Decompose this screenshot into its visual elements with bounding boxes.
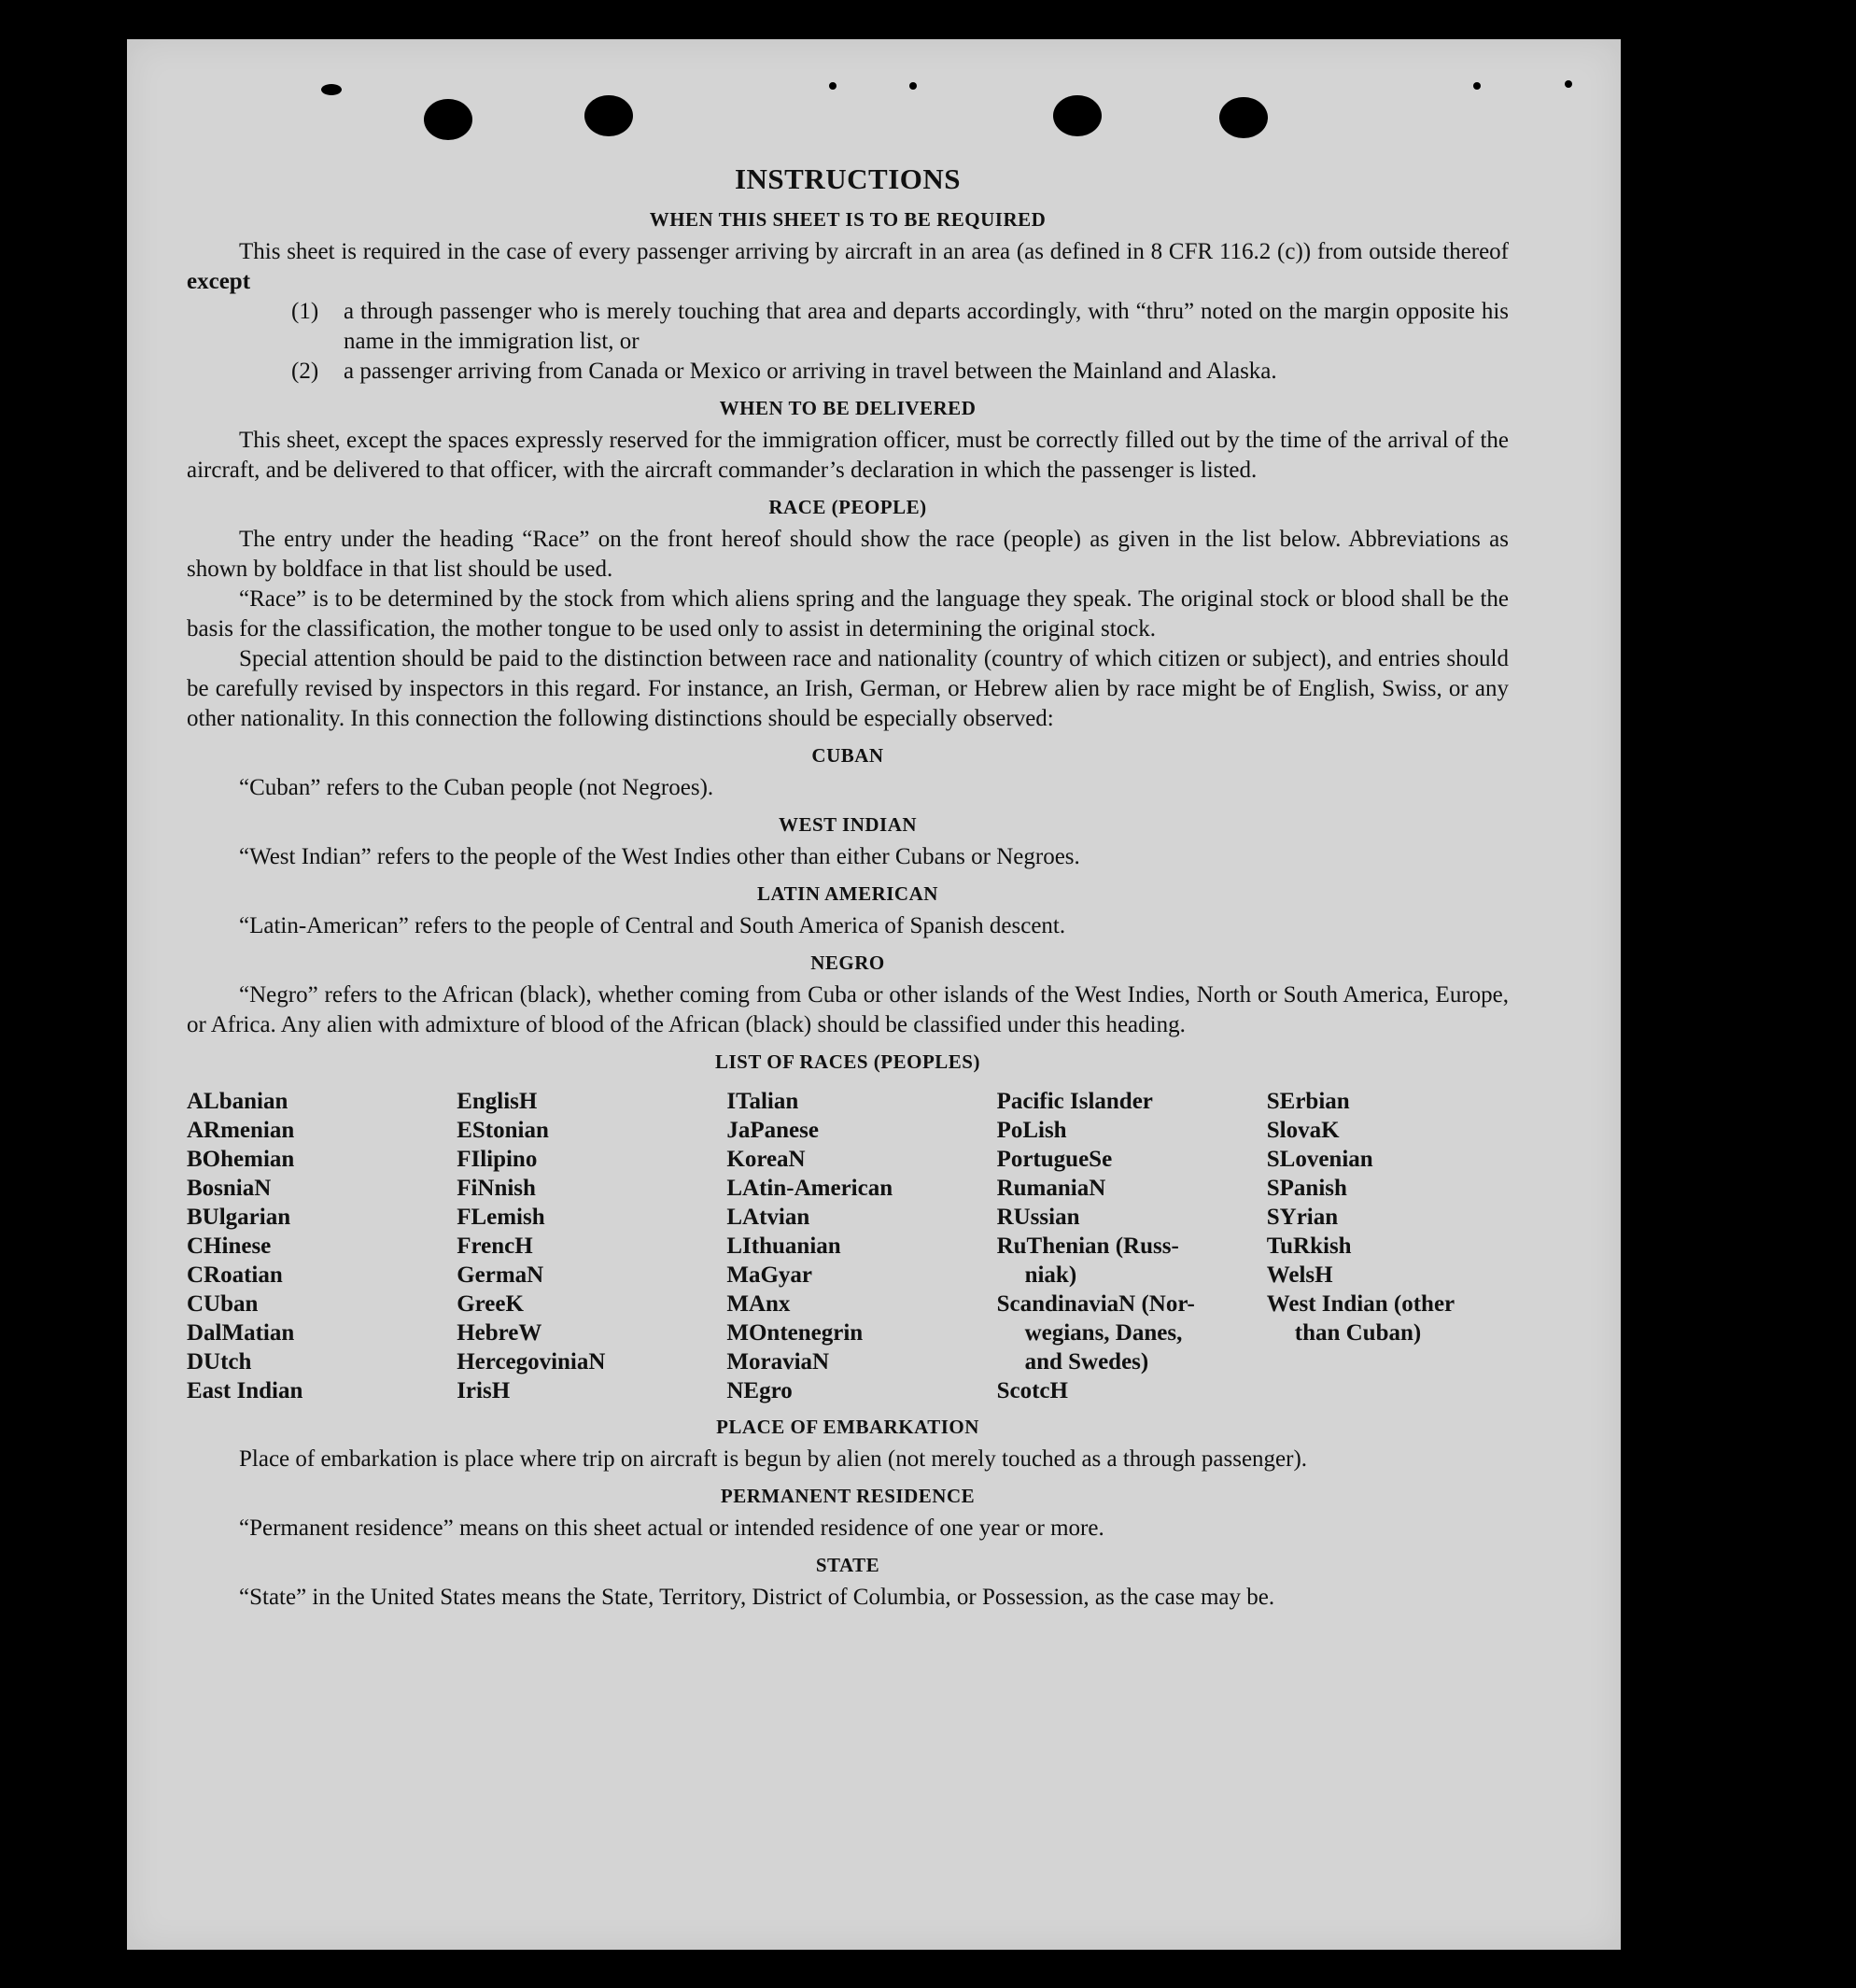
race-entry: ALbanian	[187, 1089, 288, 1114]
race-entry: PortugueSe	[996, 1147, 1113, 1172]
race-entry: ScotcH	[996, 1378, 1068, 1403]
section-heading-west-indian: WEST INDIAN	[778, 813, 918, 836]
race-entry: BOhemian	[187, 1147, 295, 1172]
latin-american-text: “Latin-American” refers to the people of Central and South America of Spanish descent.	[239, 913, 1066, 938]
race-paragraph: The entry under the heading “Race” on the front hereof should show the race (people) as given in the list below. Abbreviations as shown by boldface in that list should be used.	[187, 527, 1509, 582]
race-column	[726, 1087, 996, 1405]
race-paragraph: Special attention should be paid to the distinction between race and nationality (country of which citizen or subject), and entries should be carefully revised by inspectors in this regard. For instance, an Irish, German, or Hebrew alien by race might be of English, Swiss, or any other nationality. In this connection the following distinctions should be especially observed:	[187, 646, 1509, 731]
cuban-text: “Cuban” refers to the Cuban people (not Negroes).	[239, 775, 714, 800]
race-entry: RumaniaN	[996, 1176, 1106, 1201]
place-of-embarkation-text: Place of embarkation is place where trip on aircraft is begun by alien (not merely touched as a through passenger).	[239, 1446, 1308, 1472]
race-entry: TuRkish	[1266, 1234, 1352, 1259]
race-entry: CUban	[187, 1291, 259, 1317]
when-required-intro: This sheet is required in the case of every passenger arriving by aircraft in an area (as defined in 8 CFR 116.2 (c)) from outside thereof except	[187, 239, 1509, 294]
punch-hole	[1219, 97, 1268, 138]
race-entry: SYrian	[1266, 1205, 1339, 1230]
race-column	[1267, 1087, 1509, 1405]
section-heading-latin-american: LATIN AMERICAN	[757, 882, 938, 905]
speck	[1473, 82, 1481, 90]
instructions-content	[187, 161, 1509, 1613]
west-indian-text: “West Indian” refers to the people of the West Indies other than either Cubans or Negroes.	[239, 844, 1080, 869]
race-entry: SlovaK	[1266, 1118, 1340, 1143]
race-entry: LIthuanian	[726, 1234, 841, 1259]
race-entry: CHinese	[187, 1234, 272, 1259]
punch-hole	[584, 95, 633, 136]
race-entry: ScandinaviaN (Nor-	[996, 1291, 1195, 1317]
race-entry: MaGyar	[726, 1262, 813, 1288]
race-entry: FiNnish	[457, 1176, 536, 1201]
race-entry: ITalian	[726, 1089, 799, 1114]
race-entry: JaPanese	[726, 1118, 819, 1143]
race-column	[457, 1087, 726, 1405]
race-entry: Pacific Islander	[996, 1089, 1153, 1114]
race-entry: GermaN	[457, 1262, 544, 1288]
page-title: INSTRUCTIONS	[734, 162, 961, 195]
state-text: “State” in the United States means the State, Territory, District of Columbia, or Possession, as the case may be.	[239, 1585, 1275, 1610]
race-entry: East Indian	[187, 1378, 303, 1403]
race-entry: PoLish	[996, 1118, 1067, 1143]
race-entry: SPanish	[1266, 1176, 1347, 1201]
speck	[321, 84, 342, 95]
race-entry: wegians, Danes,	[1024, 1320, 1183, 1346]
race-entry: LAtin-American	[726, 1176, 893, 1201]
section-heading-when-required: WHEN THIS SHEET IS TO BE REQUIRED	[649, 208, 1047, 231]
race-entry: RuThenian (Russ-	[996, 1234, 1179, 1259]
speck	[829, 82, 837, 90]
when-delivered-text: This sheet, except the spaces expressly reserved for the immigration officer, must be correctly filled out by the time of the arrival of the aircraft, and be delivered to that officer, with the aircraft commander’s declaration in which the passenger is listed.	[187, 428, 1509, 483]
race-entry: DalMatian	[187, 1320, 295, 1346]
race-entry: CRoatian	[187, 1262, 283, 1288]
race-entry: MOntenegrin	[726, 1320, 864, 1346]
race-entry: EnglisH	[457, 1089, 538, 1114]
race-entry: BUlgarian	[187, 1205, 291, 1230]
speck	[1565, 80, 1572, 88]
section-heading-list-of-races: LIST OF RACES (PEOPLES)	[715, 1050, 980, 1073]
section-heading-when-delivered: WHEN TO BE DELIVERED	[719, 397, 977, 419]
race-entry: ARmenian	[187, 1118, 295, 1143]
race-entry: WelsH	[1266, 1262, 1333, 1288]
section-heading-negro: NEGRO	[810, 952, 885, 974]
speck	[909, 82, 917, 90]
race-entry: FrencH	[457, 1234, 533, 1259]
section-heading-cuban: CUBAN	[811, 744, 884, 767]
race-entry: SLovenian	[1266, 1147, 1373, 1172]
race-entry: IrisH	[457, 1378, 511, 1403]
exception-item: (1) a through passenger who is merely touching that area and departs accordingly, with “thru” noted on the margin opposite his name in the immigration list, or	[291, 299, 1509, 354]
race-entry: than Cuban)	[1294, 1320, 1422, 1346]
race-entry: EStonian	[457, 1118, 549, 1143]
race-entry: RUssian	[996, 1205, 1080, 1230]
race-entry: niak)	[1024, 1262, 1077, 1288]
negro-text: “Negro” refers to the African (black), whether coming from Cuba or other islands of the West Indies, North or South America, Europe, or Africa. Any alien with admixture of blood of the African (black) should be classified under this heading.	[187, 982, 1509, 1037]
race-column	[997, 1087, 1267, 1405]
punch-hole	[1053, 95, 1102, 136]
race-column	[187, 1087, 457, 1405]
permanent-residence-text: “Permanent residence” means on this sheet actual or intended residence of one year or more.	[239, 1516, 1104, 1541]
race-entry: FIlipino	[457, 1147, 538, 1172]
race-entry: West Indian (other	[1266, 1291, 1455, 1317]
race-entry: HebreW	[457, 1320, 542, 1346]
race-entry: DUtch	[187, 1349, 252, 1375]
race-entry: GreeK	[457, 1291, 524, 1317]
race-entry: LAtvian	[726, 1205, 810, 1230]
race-list	[187, 1087, 1509, 1405]
race-entry: and Swedes)	[1024, 1349, 1149, 1375]
race-entry: NEgro	[726, 1378, 793, 1403]
race-entry: FLemish	[457, 1205, 545, 1230]
race-entry: MAnx	[726, 1291, 791, 1317]
race-entry: KoreaN	[726, 1147, 806, 1172]
race-entry: BosniaN	[187, 1176, 272, 1201]
section-heading-state: STATE	[815, 1554, 880, 1576]
document-sheet	[127, 39, 1621, 1950]
race-entry: SErbian	[1266, 1089, 1350, 1114]
exception-item: (2) a passenger arriving from Canada or Mexico or arriving in travel between the Mainland and Alaska.	[291, 359, 1277, 384]
section-heading-permanent-residence: PERMANENT RESIDENCE	[720, 1485, 976, 1507]
punch-hole	[424, 99, 472, 140]
section-heading-race: RACE (PEOPLE)	[768, 496, 927, 518]
race-paragraph: “Race” is to be determined by the stock from which aliens spring and the language they speak. The original stock or blood shall be the basis for the classification, the mother tongue to be used only to assist in determining the original stock.	[187, 586, 1509, 642]
race-entry: MoraviaN	[726, 1349, 830, 1375]
race-entry: HercegoviniaN	[457, 1349, 606, 1375]
section-heading-place-of-embarkation: PLACE OF EMBARKATION	[716, 1416, 979, 1438]
